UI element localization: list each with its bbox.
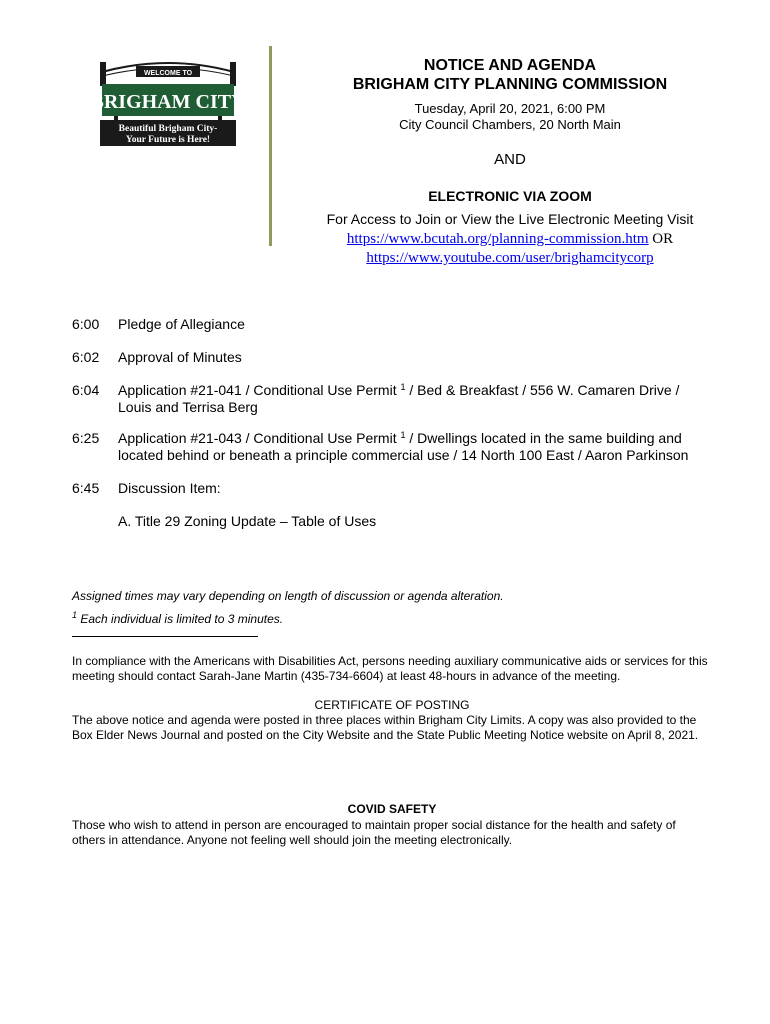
access-text: For Access to Join or View the Live Electronic Meeting Visit	[326, 211, 694, 227]
agenda-time: 6:00	[72, 316, 100, 332]
brigham-city-logo	[90, 56, 246, 146]
and-label: AND	[494, 151, 526, 168]
agenda-time: 6:04	[72, 382, 100, 398]
covid-body: Those who wish to attend in person are encouraged to maintain proper social distance for the health and safety of others in attendance. Anyone not feeling well should join the meeting electronically.	[72, 818, 676, 847]
footnote-rule	[72, 636, 258, 637]
zoom-heading: ELECTRONIC VIA ZOOM	[428, 188, 592, 204]
logo-welcome: WELCOME TO	[143, 70, 193, 77]
footnote	[72, 612, 283, 626]
item-text: Application #21-043 / Conditional Use Permit	[118, 430, 401, 446]
footnote-mark: 1	[72, 610, 78, 620]
title-line-2: BRIGHAM CITY PLANNING COMMISSION	[352, 76, 668, 93]
times-note: Assigned times may vary depending on length of discussion or agenda alteration.	[72, 589, 504, 603]
youtube-link[interactable]: https://www.youtube.com/user/brighamcitycorp	[366, 250, 654, 266]
footnote-ref: 1	[400, 430, 406, 440]
planning-commission-link[interactable]: https://www.bcutah.org/planning-commission.htm	[346, 231, 649, 247]
agenda-item-application-21-043	[118, 430, 698, 464]
agenda-time: 6:45	[72, 480, 100, 496]
certificate-title: CERTIFICATE OF POSTING	[314, 698, 470, 712]
item-text: Louis and Terrisa Berg	[118, 399, 258, 415]
discussion-subitem: A. Title 29 Zoning Update – Table of Uses	[118, 513, 377, 529]
item-text: located behind or beneath a principle commercial use / 14 North 100 East / Aaron Parkinson	[118, 447, 689, 463]
covid-title: COVID SAFETY	[347, 802, 437, 816]
agenda-time: 6:25	[72, 430, 100, 446]
item-text: / Dwellings located in the same building and	[405, 430, 682, 446]
item-text: Application #21-041 / Conditional Use Permit	[118, 382, 401, 398]
meeting-info	[280, 101, 740, 133]
ada-notice: In compliance with the Americans with Disabilities Act, persons needing auxiliary communicative aids or services for this meeting should contact Sarah-Jane Martin (435-734-6604) at least 48-hours in advance of the meeting.	[72, 654, 708, 683]
agenda-item-discussion: Discussion Item:	[118, 480, 221, 496]
item-text: / Bed & Breakfast / 556 W. Camaren Drive /	[405, 382, 680, 398]
header-divider	[269, 46, 272, 246]
agenda-item-application-21-041	[118, 382, 698, 416]
or-text: OR	[648, 231, 674, 247]
agenda-item-minutes: Approval of Minutes	[118, 349, 242, 365]
logo-city: BRIGHAM CITY	[90, 91, 246, 113]
logo-tagline-1: Beautiful Brigham City-	[118, 124, 218, 134]
notice-title	[280, 56, 740, 94]
footnote-ref: 1	[400, 382, 406, 392]
certificate-body: The above notice and agenda were posted in three places within Brigham City Limits. A copy was also provided to the Box Elder News Journal and posted on the City Website and the State Public Meeting Notice website on April 8, 2021.	[72, 713, 699, 742]
meeting-date: Tuesday, April 20, 2021, 6:00 PM	[414, 101, 606, 116]
footnote-text: Each individual is limited to 3 minutes.	[77, 612, 284, 626]
title-line-1: NOTICE AND AGENDA	[423, 57, 597, 74]
meeting-location: City Council Chambers, 20 North Main	[399, 117, 621, 132]
agenda-time: 6:02	[72, 349, 100, 365]
agenda-item-pledge: Pledge of Allegiance	[118, 316, 245, 332]
meeting-links	[280, 230, 740, 268]
logo-tagline-2: Your Future is Here!	[125, 135, 211, 145]
